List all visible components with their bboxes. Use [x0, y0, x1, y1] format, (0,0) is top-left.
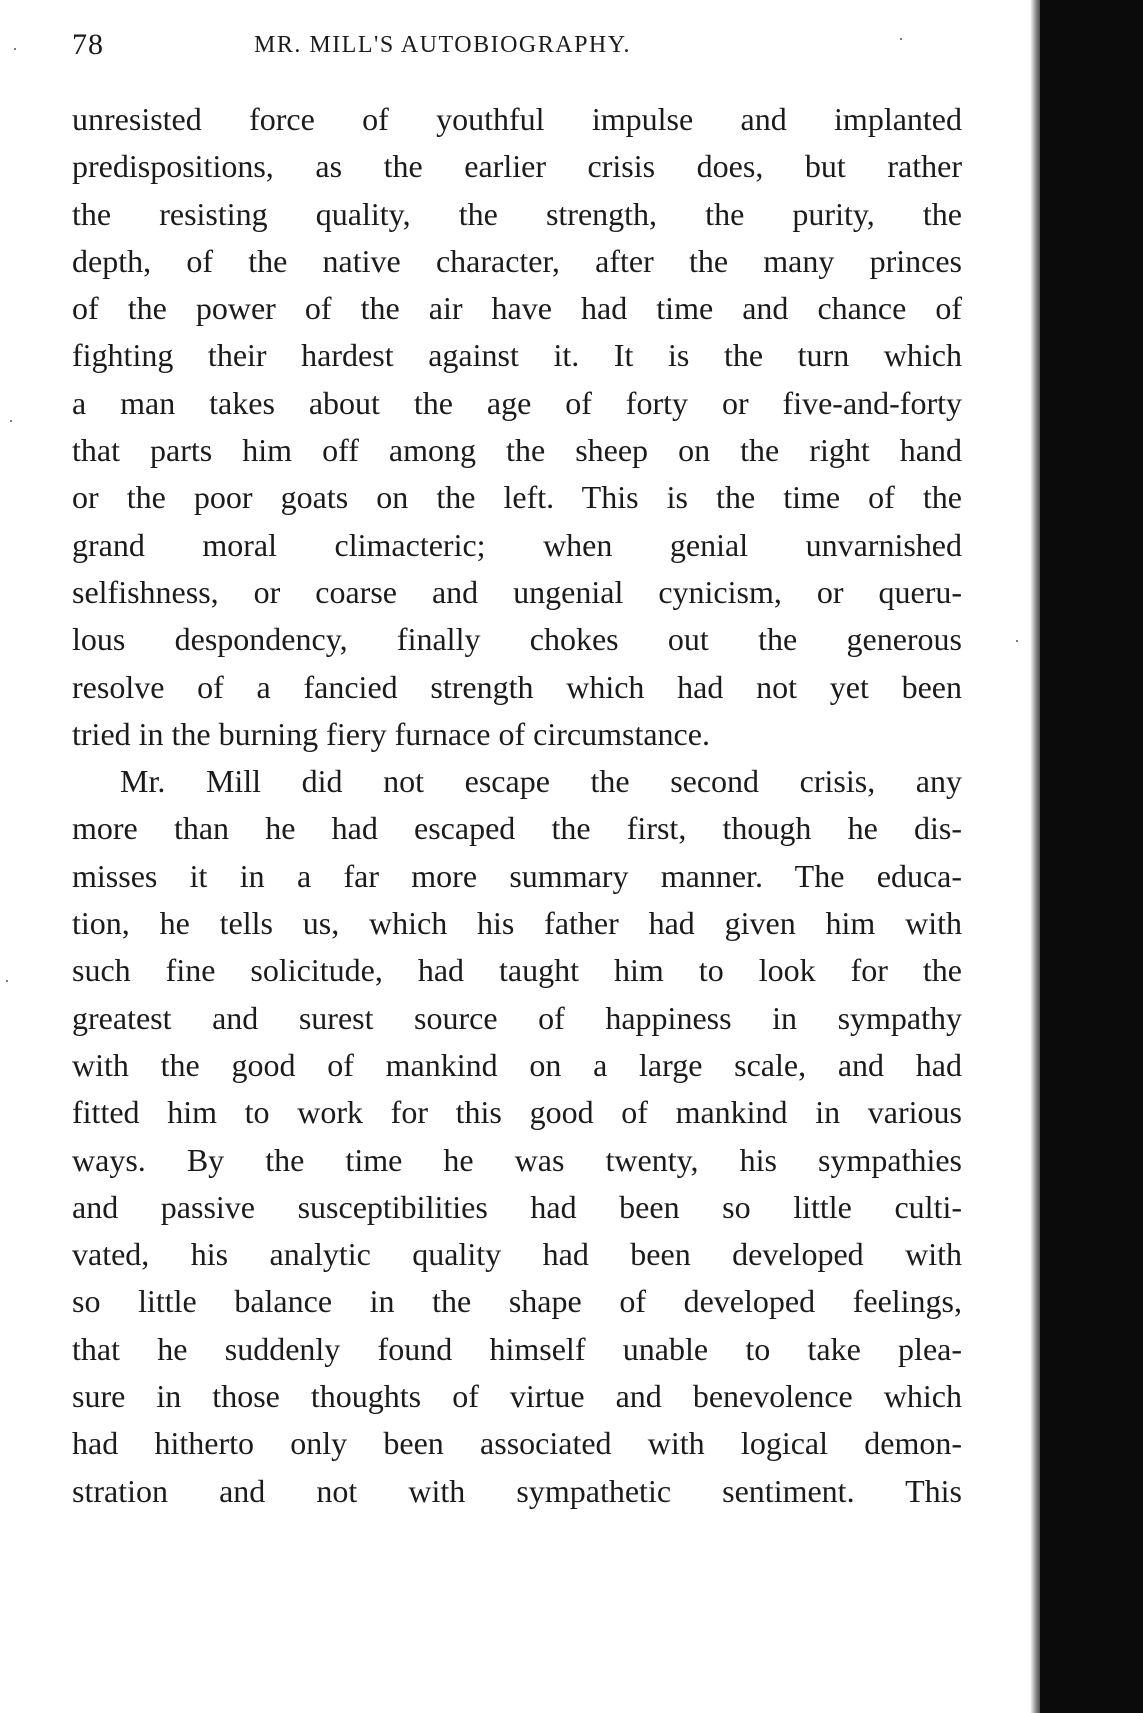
text-line: or the poor goats on the left. This is the time of the	[72, 479, 962, 516]
text-line: the resisting quality, the strength, the purity, the	[72, 195, 962, 232]
text-line: more than he had escaped the first, though he dis-	[72, 810, 962, 847]
text-line: that he suddenly found himself unable to take plea-	[72, 1330, 962, 1367]
text-line: stration and not with sympathetic sentiment. This	[72, 1472, 962, 1509]
text-line: Mr. Mill did not escape the second crisis, any	[120, 763, 962, 800]
text-line: such fine solicitude, had taught him to look for the	[72, 952, 962, 989]
text-line: depth, of the native character, after the many princes	[72, 242, 962, 279]
text-line: fighting their hardest against it. It is the turn which	[72, 337, 962, 374]
text-line: fitted him to work for this good of mankind in various	[72, 1094, 962, 1131]
text-line: a man takes about the age of forty or five-and-forty	[72, 384, 962, 421]
scan-speck	[900, 38, 902, 40]
text-line: had hitherto only been associated with logical demon-	[72, 1425, 962, 1462]
text-line: selfishness, or coarse and ungenial cynicism, or queru-	[72, 573, 962, 610]
text-line: sure in those thoughts of virtue and benevolence which	[72, 1378, 962, 1415]
text-line: and passive susceptibilities had been so little culti-	[72, 1188, 962, 1225]
text-line: tried in the burning fiery furnace of circumstance.	[72, 715, 710, 752]
text-line: ways. By the time he was twenty, his sympathies	[72, 1141, 962, 1178]
scan-speck	[1016, 640, 1018, 642]
text-line: vated, his analytic quality had been developed with	[72, 1236, 962, 1273]
text-line: greatest and surest source of happiness in sympathy	[72, 999, 962, 1036]
paragraph-1	[72, 96, 962, 758]
running-head: MR. MILL'S AUTOBIOGRAPHY.	[254, 32, 631, 58]
page-header	[72, 28, 962, 68]
text-line: grand moral climacteric; when genial unvarnished	[72, 526, 962, 563]
text-line: so little balance in the shape of developed feelings,	[72, 1283, 962, 1320]
text-line: of the power of the air have had time and chance of	[72, 290, 962, 327]
text-line: unresisted force of youthful impulse and implanted	[72, 101, 962, 137]
page-number: 78	[72, 28, 104, 61]
text-line: with the good of mankind on a large scale, and had	[72, 1046, 962, 1083]
body-text	[72, 96, 962, 1515]
paragraph-2	[72, 758, 962, 1515]
scan-speck	[14, 48, 16, 50]
scan-speck	[6, 980, 8, 982]
text-line: lous despondency, finally chokes out the generous	[72, 621, 962, 658]
text-line: that parts him off among the sheep on the right hand	[72, 432, 962, 469]
text-line: predispositions, as the earlier crisis does, but rather	[72, 148, 962, 185]
text-line: resolve of a fancied strength which had not yet been	[72, 668, 962, 705]
page-gutter	[1040, 0, 1143, 1713]
scan-speck	[10, 420, 12, 422]
text-line: misses it in a far more summary manner. The educa-	[72, 857, 962, 894]
text-line: tion, he tells us, which his father had given him with	[72, 905, 962, 942]
